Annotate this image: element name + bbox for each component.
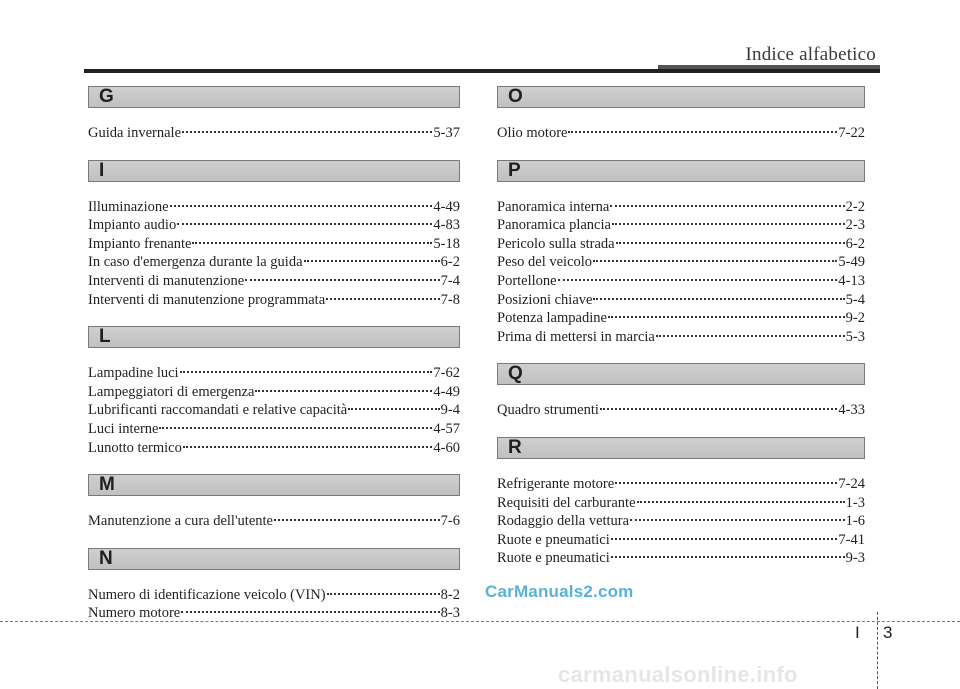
index-entry[interactable]	[88, 253, 460, 272]
header-rule	[84, 69, 880, 73]
dot-leader	[182, 131, 432, 133]
section-letter-header: R	[497, 437, 865, 459]
footer-page-number: 3	[883, 623, 893, 642]
index-entry-label: Interventi di manutenzione	[88, 272, 245, 289]
footer-dashed-rule	[0, 621, 960, 622]
dot-leader	[192, 242, 432, 244]
dot-leader	[600, 408, 838, 410]
index-entry-label: In caso d'emergenza durante la guida	[88, 254, 303, 271]
index-entry[interactable]	[497, 291, 865, 310]
index-entry-page: 7-22	[838, 125, 865, 141]
dot-leader	[615, 482, 837, 484]
carmanuals-watermark[interactable]: CarManuals2.com	[485, 582, 634, 601]
section-letter-header: O	[497, 86, 865, 108]
index-entry[interactable]	[497, 124, 865, 143]
index-column-right	[497, 86, 865, 585]
dot-leader	[181, 611, 439, 613]
index-entry[interactable]	[497, 253, 865, 272]
dot-leader	[637, 501, 845, 503]
index-entry-page: 9-4	[440, 402, 460, 419]
dot-leader	[170, 205, 433, 207]
index-entry[interactable]	[88, 235, 460, 254]
dot-leader	[348, 408, 439, 410]
index-entry-label: Panoramica interna	[497, 198, 610, 215]
index-column-left	[88, 86, 460, 640]
index-entry-label: Lampeggiatori di emergenza	[88, 383, 255, 400]
index-entry[interactable]	[497, 494, 865, 513]
index-entry[interactable]	[88, 216, 460, 235]
index-entry-page: 5-18	[433, 235, 460, 252]
index-entry-list	[88, 198, 460, 310]
index-entry-page: 4-83	[433, 217, 460, 234]
index-entry[interactable]	[88, 364, 460, 383]
index-entry[interactable]	[497, 549, 865, 568]
index-entry-page: 2-3	[845, 217, 865, 234]
index-entry[interactable]	[88, 291, 460, 310]
footer-section-letter: I	[855, 623, 860, 642]
section-letter-header: L	[88, 326, 460, 348]
page-header-title: Indice alfabetico	[745, 44, 876, 65]
index-entry[interactable]	[88, 512, 460, 531]
index-entry-label: Guida invernale	[88, 125, 182, 141]
index-entry[interactable]	[497, 198, 865, 217]
index-entry[interactable]	[497, 309, 865, 328]
dot-leader	[612, 223, 845, 225]
index-entry-label: Panoramica plancia	[497, 217, 611, 234]
dot-leader	[177, 223, 432, 225]
index-entry-page: 5-37	[433, 125, 460, 141]
index-entry-page: 8-2	[440, 586, 460, 603]
index-entry-page: 2-2	[845, 198, 865, 215]
index-entry-label: Peso del veicolo	[497, 254, 593, 271]
index-entry-label: Potenza lampadine	[497, 310, 607, 327]
index-entry[interactable]	[88, 401, 460, 420]
index-section-m	[88, 474, 460, 531]
index-entry[interactable]	[88, 383, 460, 402]
index-entry-label: Pericolo sulla strada	[497, 235, 615, 252]
dot-leader	[616, 242, 845, 244]
dot-leader	[327, 593, 440, 595]
index-entry-list	[88, 512, 460, 531]
index-section-g	[88, 86, 460, 143]
index-entry-label: Numero motore	[88, 605, 181, 622]
index-entry-page: 5-3	[845, 328, 865, 345]
index-entry-label: Lubrificanti raccomandati e relative capacità	[88, 402, 348, 419]
dot-leader	[611, 538, 838, 540]
index-entry-label: Luci interne	[88, 420, 159, 437]
dot-leader	[274, 519, 440, 521]
index-entry-label: Numero di identificazione veicolo (VIN)	[88, 586, 326, 603]
index-entry[interactable]	[88, 420, 460, 439]
index-entry[interactable]	[88, 198, 460, 217]
index-entry-label: Manutenzione a cura dell'utente	[88, 513, 273, 530]
dot-leader	[245, 279, 439, 281]
index-entry-page: 7-62	[433, 365, 460, 382]
index-entry-page: 4-33	[838, 402, 865, 419]
index-entry-page: 4-49	[433, 383, 460, 400]
index-entry-page: 5-49	[838, 254, 865, 271]
index-entry[interactable]	[88, 124, 460, 143]
index-entry[interactable]	[497, 475, 865, 494]
index-entry-label: Ruote e pneumatici	[497, 531, 610, 548]
index-section-r	[497, 437, 865, 568]
section-letter-header: G	[88, 86, 460, 108]
index-entry-label: Impianto frenante	[88, 235, 192, 252]
dot-leader	[159, 427, 432, 429]
index-entry-list	[497, 475, 865, 568]
index-entry-page: 7-4	[440, 272, 460, 289]
index-entry-label: Quadro strumenti	[497, 402, 599, 419]
index-entry-label: Interventi di manutenzione programmata	[88, 291, 326, 308]
index-entry[interactable]	[497, 328, 865, 347]
index-entry-page: 9-3	[845, 550, 865, 567]
section-letter-header: I	[88, 160, 460, 182]
index-entry-page: 8-3	[440, 605, 460, 622]
section-letter-header: M	[88, 474, 460, 496]
index-entry-page: 7-8	[440, 291, 460, 308]
index-entry[interactable]	[497, 272, 865, 291]
index-entry-page: 6-2	[845, 235, 865, 252]
index-section-q	[497, 363, 865, 420]
index-entry-label: Refrigerante motore	[497, 475, 615, 492]
index-entry-page: 1-3	[845, 494, 865, 511]
index-entry[interactable]	[497, 216, 865, 235]
index-entry-list	[497, 198, 865, 347]
index-entry-label: Ruote e pneumatici	[497, 550, 610, 567]
dot-leader	[568, 131, 837, 133]
index-section-p	[497, 160, 865, 347]
index-entry-page: 4-49	[433, 198, 460, 215]
site-watermark: carmanualsonline.info	[558, 662, 798, 687]
footer-vertical-dashed-rule	[877, 612, 878, 689]
index-entry-label: Portellone	[497, 272, 557, 289]
dot-leader	[610, 205, 844, 207]
section-letter-header: N	[88, 548, 460, 570]
index-entry-list	[88, 586, 460, 623]
index-entry-page: 7-41	[838, 531, 865, 548]
dot-leader	[608, 316, 845, 318]
dot-leader	[304, 260, 440, 262]
index-entry-label: Lampadine luci	[88, 365, 179, 382]
index-entry[interactable]	[497, 401, 865, 420]
dot-leader	[630, 519, 845, 521]
index-entry-label: Lunotto termico	[88, 439, 182, 456]
index-section-i	[88, 160, 460, 310]
index-entry[interactable]	[497, 235, 865, 254]
index-entry[interactable]	[497, 512, 865, 531]
index-entry-list	[497, 401, 865, 420]
index-entry-list	[88, 124, 460, 143]
index-entry[interactable]	[88, 586, 460, 605]
index-entry-label: Posizioni chiave	[497, 291, 593, 308]
index-entry-label: Illuminazione	[88, 198, 169, 215]
dot-leader	[558, 279, 838, 281]
dot-leader	[611, 556, 845, 558]
index-entry-page: 7-24	[838, 475, 865, 492]
index-entry-label: Rodaggio della vettura	[497, 513, 630, 530]
index-entry-label: Impianto audio	[88, 217, 177, 234]
index-entry[interactable]	[497, 531, 865, 550]
dot-leader	[183, 446, 433, 448]
index-section-n	[88, 548, 460, 623]
index-entry[interactable]	[88, 439, 460, 458]
index-entry-label: Requisiti del carburante	[497, 494, 636, 511]
dot-leader	[326, 298, 440, 300]
dot-leader	[255, 390, 432, 392]
dot-leader	[180, 371, 433, 373]
index-entry-page: 4-57	[433, 420, 460, 437]
index-entry-page: 6-2	[440, 254, 460, 271]
index-entry-page: 5-4	[845, 291, 865, 308]
dot-leader	[656, 335, 845, 337]
index-entry-page: 1-6	[845, 513, 865, 530]
dot-leader	[593, 298, 844, 300]
index-entry-page: 4-60	[433, 439, 460, 456]
index-entry-list	[88, 364, 460, 457]
index-entry-page: 9-2	[845, 310, 865, 327]
index-entry-page: 4-13	[838, 272, 865, 289]
index-entry[interactable]	[88, 272, 460, 291]
section-letter-header: P	[497, 160, 865, 182]
index-entry-label: Olio motore	[497, 125, 568, 141]
index-section-l	[88, 326, 460, 457]
dot-leader	[593, 260, 837, 262]
index-entry-list	[497, 124, 865, 143]
index-entry-label: Prima di mettersi in marcia	[497, 328, 655, 345]
index-entry-page: 7-6	[440, 513, 460, 530]
index-section-o	[497, 86, 865, 143]
section-letter-header: Q	[497, 363, 865, 385]
